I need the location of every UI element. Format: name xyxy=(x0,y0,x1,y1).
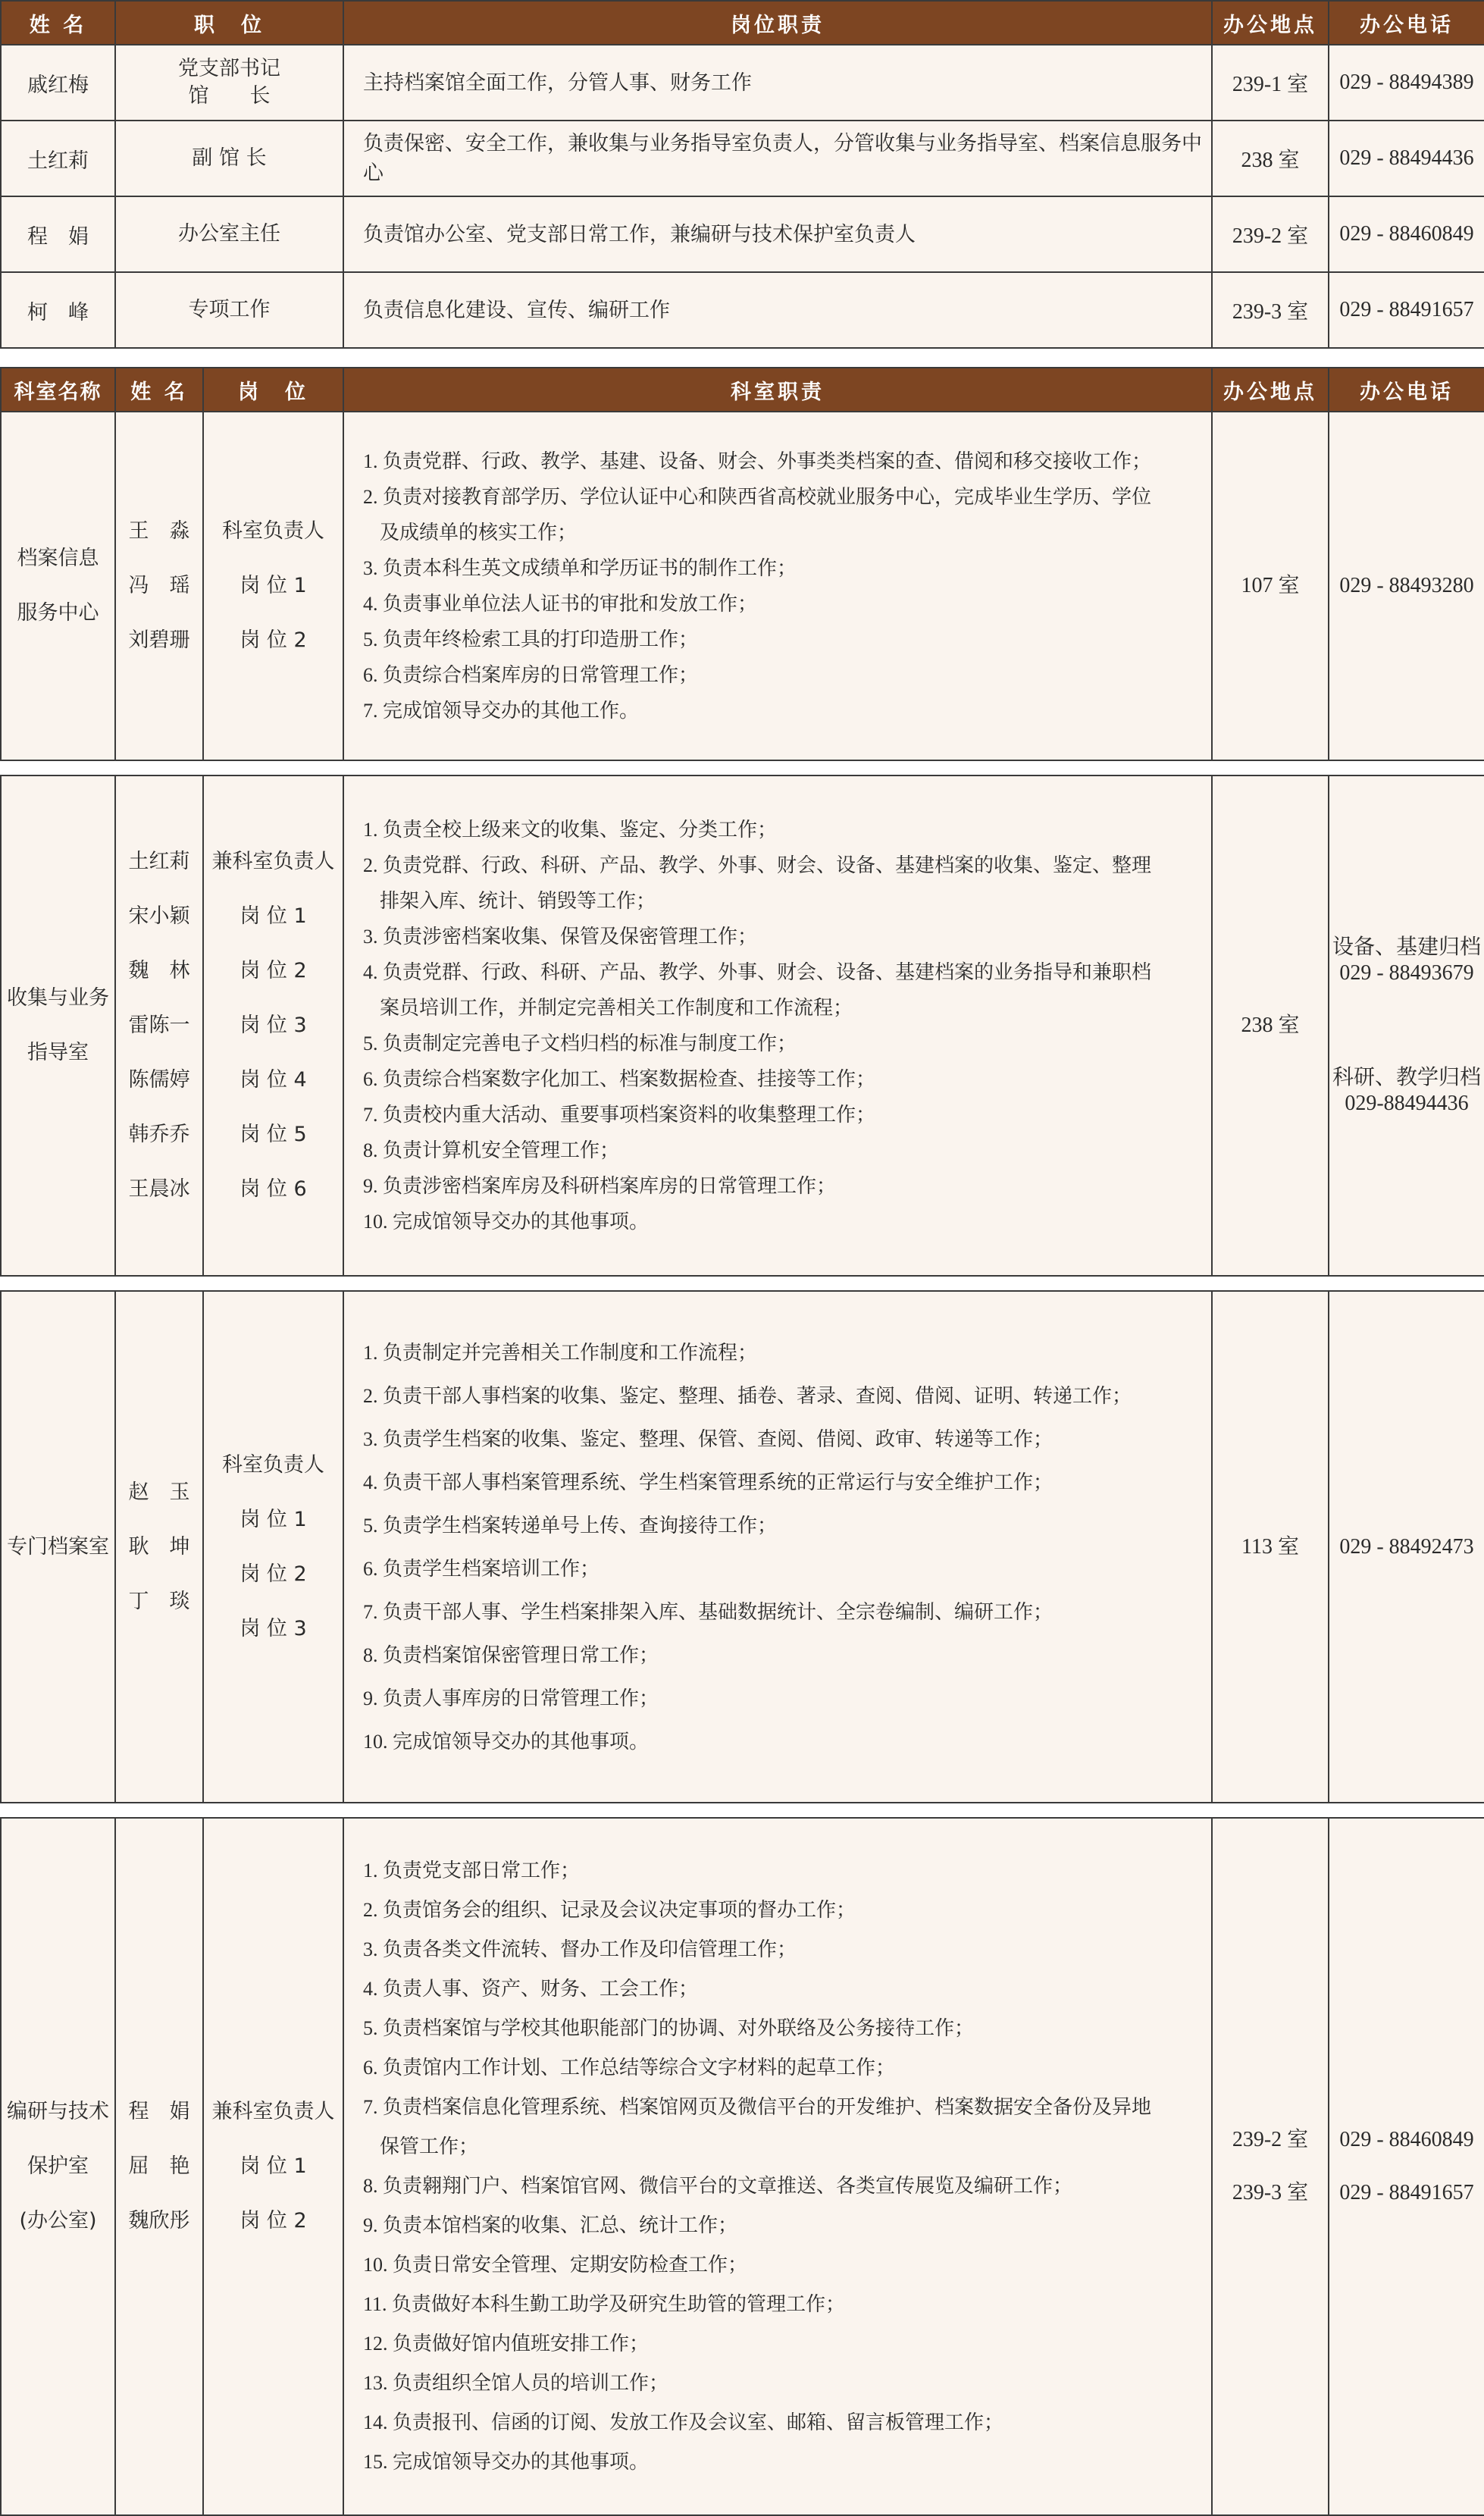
duty-text: 5. 负责学生档案转递单号上传、查询接待工作； xyxy=(363,1514,778,1537)
department-duties xyxy=(343,1291,1212,1803)
duty-item xyxy=(363,1720,1204,1763)
duty-text: 7. 完成馆领导交办的其他工作。 xyxy=(363,700,640,722)
duty-text: 2. 负责馆务会的组织、记录及会议决定事项的督办工作； xyxy=(363,1899,856,1921)
header-duty: 岗位职责 xyxy=(343,1,1212,45)
staff-post: 兼科室负责人 xyxy=(211,2100,335,2123)
header-phone: 办公电话 xyxy=(1329,368,1484,412)
duty-text: 9. 负责本馆档案的收集、汇总、统计工作； xyxy=(363,2214,738,2236)
duty-item xyxy=(363,1461,1204,1504)
header-post: 岗 位 xyxy=(203,368,343,412)
staff-post: 岗 位 1 xyxy=(240,904,307,928)
duty-item xyxy=(363,1677,1204,1720)
staff-names xyxy=(115,775,203,1276)
duty-text: 4. 负责人事、资产、财务、工会工作； xyxy=(363,1978,699,2000)
duty-text: 3. 负责涉密档案收集、保管及保密管理工作； xyxy=(363,926,758,948)
staff-post: 科室负责人 xyxy=(222,519,324,543)
staff-post: 岗 位 1 xyxy=(240,2154,307,2178)
staff-name: 冯 瑶 xyxy=(128,574,190,597)
duty-text: 10. 负责日常安全管理、定期安防检查工作； xyxy=(363,2254,748,2276)
duty-text: 15. 完成馆领导交办的其他事项。 xyxy=(363,2451,650,2473)
duty-item xyxy=(363,586,1204,622)
duty-text: 4. 负责党群、行政、科研、产品、教学、外事、财会、设备、基建档案的业务指导和兼职档 xyxy=(363,961,1152,983)
header-name: 姓 名 xyxy=(115,368,203,412)
header-office: 办公地点 xyxy=(1212,368,1329,412)
staff-names xyxy=(115,1291,203,1803)
department-name xyxy=(1,775,115,1276)
office-room: 239-2 室 xyxy=(1232,2128,1309,2151)
duty-item xyxy=(363,1204,1204,1239)
duty-item xyxy=(363,1418,1204,1461)
staff-name: 王 淼 xyxy=(128,519,190,543)
duty-item xyxy=(363,693,1204,728)
duty-item xyxy=(363,1634,1204,1677)
duty-text: 4. 负责干部人事档案管理系统、学生档案管理系统的正常运行与安全维护工作； xyxy=(363,1471,1054,1493)
staff-name: 耿 坤 xyxy=(128,1534,190,1559)
duty-text: 5. 负责制定完善电子文档归档的标准与制度工作； xyxy=(363,1032,797,1054)
office-room: 107 室 xyxy=(1241,574,1300,597)
department-name-line: 编研与技术 xyxy=(7,2100,109,2123)
department-name-line: 服务中心 xyxy=(17,601,99,625)
table-gap xyxy=(1,760,1484,775)
staff-name: 屈 艳 xyxy=(128,2154,190,2178)
duty-text: 8. 负责翱翔门户、档案馆官网、微信平台的文章推送、各类宣传展览及编研工作； xyxy=(363,2175,1073,2197)
duty-item xyxy=(363,848,1204,919)
department-phone xyxy=(1329,1291,1484,1803)
phone-line: 科研、教学归档 xyxy=(1332,1066,1481,1089)
duty-item xyxy=(363,1891,1204,1930)
duty-text: 6. 负责学生档案培训工作； xyxy=(363,1557,600,1580)
staff-post: 岗 位 5 xyxy=(240,1123,307,1146)
staff-name: 魏欣彤 xyxy=(128,2209,190,2232)
position-line: 办公室主任 xyxy=(178,222,280,246)
department-name-line: 指导室 xyxy=(27,1041,89,1064)
duty-item xyxy=(363,1133,1204,1168)
duty-item xyxy=(363,479,1204,550)
staff-posts xyxy=(203,775,343,1276)
duty-text: 8. 负责档案馆保密管理日常工作； xyxy=(363,1643,659,1666)
staff-posts xyxy=(203,1291,343,1803)
leader-office: 238 室 xyxy=(1212,121,1329,196)
department-office xyxy=(1212,412,1329,760)
staff-posts xyxy=(203,412,343,760)
staff-name: 刘碧珊 xyxy=(128,628,190,652)
header-dept-name: 科室名称 xyxy=(1,368,115,412)
duty-item xyxy=(363,657,1204,693)
position-line: 副 馆 长 xyxy=(192,146,267,170)
position-line: 专项工作 xyxy=(188,298,271,321)
duty-text: 3. 负责本科生英文成绩单和学历证书的制作工作； xyxy=(363,557,797,579)
header-dept-duty: 科室职责 xyxy=(343,368,1212,412)
leader-duty: 主持档案馆全面工作，分管人事、财务工作 xyxy=(343,45,1212,121)
gap-cell xyxy=(1,760,1484,775)
duty-item xyxy=(363,919,1204,954)
duty-item xyxy=(363,1930,1204,1969)
leader-phone: 029 - 88494436 xyxy=(1329,121,1484,196)
leader-row xyxy=(1,196,1484,272)
duty-item xyxy=(363,1590,1204,1634)
header-position: 职 位 xyxy=(115,1,343,45)
leader-name: 柯 峰 xyxy=(1,272,115,348)
duty-text: 10. 完成馆领导交办的其他事项。 xyxy=(363,1211,650,1233)
duty-item xyxy=(363,2009,1204,2048)
department-row xyxy=(1,1818,1484,2515)
table-gap xyxy=(1,1803,1484,1818)
duty-item xyxy=(363,1061,1204,1097)
duty-text: 2. 负责干部人事档案的收集、鉴定、整理、插卷、著录、查阅、借阅、证明、转递工作； xyxy=(363,1384,1132,1407)
leader-duty: 负责馆办公室、党支部日常工作，兼编研与技术保护室负责人 xyxy=(343,196,1212,272)
leader-position xyxy=(115,45,343,121)
duty-text: 6. 负责馆内工作计划、工作总结等综合文字材料的起草工作； xyxy=(363,2057,896,2079)
duty-text: 1. 负责全校上级来文的收集、鉴定、分类工作； xyxy=(363,819,778,841)
duty-item xyxy=(363,2403,1204,2442)
staff-post: 科室负责人 xyxy=(222,1452,324,1477)
duty-item xyxy=(363,1969,1204,2009)
staff-post: 岗 位 2 xyxy=(240,628,307,652)
department-office xyxy=(1212,1818,1329,2515)
staff-post: 岗 位 2 xyxy=(240,1562,307,1586)
department-duties xyxy=(343,412,1212,760)
staff-post: 岗 位 2 xyxy=(240,2209,307,2232)
leader-row xyxy=(1,272,1484,348)
leader-name: 程 娟 xyxy=(1,196,115,272)
staff-post: 岗 位 1 xyxy=(240,574,307,597)
duty-text: 5. 负责年终检索工具的打印造册工作； xyxy=(363,628,699,650)
staff-post: 岗 位 4 xyxy=(240,1068,307,1092)
header-office: 办公地点 xyxy=(1212,1,1329,45)
staff-post: 岗 位 6 xyxy=(240,1177,307,1201)
department-phone xyxy=(1329,1818,1484,2515)
phone-line: 029 - 88493679 xyxy=(1339,961,1474,985)
department-name-line: 保护室 xyxy=(27,2154,89,2178)
phone-line: 029 - 88492473 xyxy=(1339,1534,1474,1559)
duty-item xyxy=(363,622,1204,657)
duty-item xyxy=(363,2245,1204,2285)
duty-text: 2. 负责对接教育部学历、学位认证中心和陕西省高校就业服务中心，完成毕业生学历、学位 xyxy=(363,486,1152,508)
phone-line: 029 - 88460849 xyxy=(1339,2128,1474,2151)
leader-row xyxy=(1,45,1484,121)
staff-post: 岗 位 3 xyxy=(240,1616,307,1640)
staff-name: 王晨冰 xyxy=(128,1177,190,1201)
phone-line: 029 - 88493280 xyxy=(1339,574,1474,597)
leader-phone: 029 - 88491657 xyxy=(1329,272,1484,348)
staff-name: 土红莉 xyxy=(128,850,190,873)
phone-line: 029 - 88491657 xyxy=(1339,2181,1474,2204)
office-room: 238 室 xyxy=(1241,1014,1300,1037)
department-row xyxy=(1,1291,1484,1803)
phone-line: 029-88494436 xyxy=(1345,1092,1469,1115)
duty-item xyxy=(363,1331,1204,1374)
duty-item xyxy=(363,443,1204,479)
duty-text: 9. 负责涉密档案库房及科研档案库房的日常管理工作； xyxy=(363,1175,837,1197)
staff-name: 程 娟 xyxy=(128,2100,190,2123)
department-duties xyxy=(343,775,1212,1276)
duty-text: 4. 负责事业单位法人证书的审批和发放工作； xyxy=(363,593,758,615)
duty-item xyxy=(363,1504,1204,1547)
leader-name: 土红莉 xyxy=(1,121,115,196)
staff-post: 岗 位 2 xyxy=(240,959,307,982)
duty-text: 12. 负责做好馆内值班安排工作； xyxy=(363,2333,650,2355)
staff-name: 韩乔乔 xyxy=(128,1123,190,1146)
department-duties xyxy=(343,1818,1212,2515)
duty-text-continued: 保管工作； xyxy=(380,2135,479,2157)
duty-text: 3. 负责学生档案的收集、鉴定、整理、保管、查阅、借阅、政审、转递等工作； xyxy=(363,1427,1054,1450)
duty-text-continued: 案员培训工作，并制定完善相关工作制度和工作流程； xyxy=(380,997,853,1019)
duty-text: 14. 负责报刊、信函的订阅、发放工作及会议室、邮箱、留言板管理工作； xyxy=(363,2411,1004,2433)
duty-text: 2. 负责党群、行政、科研、产品、教学、外事、财会、设备、基建档案的收集、鉴定、整理 xyxy=(363,854,1152,876)
duty-text: 1. 负责制定并完善相关工作制度和工作流程； xyxy=(363,1341,758,1364)
department-name xyxy=(1,1291,115,1803)
office-room: 239-3 室 xyxy=(1232,2181,1309,2204)
duty-item xyxy=(363,2048,1204,2088)
department-name xyxy=(1,412,115,760)
leader-duty: 负责信息化建设、宣传、编研工作 xyxy=(343,272,1212,348)
leadership-header-row xyxy=(1,1,1484,45)
duty-text: 1. 负责党群、行政、教学、基建、设备、财会、外事类类档案的查、借阅和移交接收工作； xyxy=(363,450,1152,472)
department-row xyxy=(1,775,1484,1276)
duty-text: 7. 负责校内重大活动、重要事项档案资料的收集整理工作； xyxy=(363,1104,876,1126)
duty-item xyxy=(363,1547,1204,1590)
department-name xyxy=(1,1818,115,2515)
department-row xyxy=(1,412,1484,760)
leader-name: 戚红梅 xyxy=(1,45,115,121)
staff-post: 岗 位 1 xyxy=(240,1507,307,1531)
table-gap xyxy=(1,1276,1484,1291)
staff-name: 丁 琰 xyxy=(128,1589,190,1613)
duty-text: 6. 负责综合档案库房的日常管理工作； xyxy=(363,664,699,686)
leader-row xyxy=(1,121,1484,196)
leader-phone: 029 - 88494389 xyxy=(1329,45,1484,121)
leader-position xyxy=(115,196,343,272)
department-header-row xyxy=(1,368,1484,412)
duty-item xyxy=(363,1168,1204,1204)
department-office xyxy=(1212,1291,1329,1803)
duty-item xyxy=(363,1026,1204,1061)
staff-name: 魏 林 xyxy=(128,959,190,982)
department-name-line: 专门档案室 xyxy=(7,1534,109,1559)
duty-item xyxy=(363,2167,1204,2206)
duty-text: 11. 负责做好本科生勤工助学及研究生助管的管理工作； xyxy=(363,2293,846,2315)
department-name-line: 收集与业务 xyxy=(7,986,109,1010)
duty-text: 5. 负责档案馆与学校其他职能部门的协调、对外联络及公务接待工作； xyxy=(363,2017,975,2039)
staff-name: 雷陈一 xyxy=(128,1014,190,1037)
department-phone xyxy=(1329,775,1484,1276)
leader-office: 239-1 室 xyxy=(1212,45,1329,121)
duty-text-continued: 及成绩单的核实工作； xyxy=(380,522,578,544)
staff-post: 岗 位 3 xyxy=(240,1014,307,1037)
duty-item xyxy=(363,2088,1204,2167)
position-line: 党支部书记 xyxy=(178,57,280,80)
department-name-line: (办公室) xyxy=(19,2209,97,2232)
duty-text: 9. 负责人事库房的日常管理工作； xyxy=(363,1687,659,1709)
position-line: 馆 长 xyxy=(188,84,271,108)
leader-duty: 负责保密、安全工作，兼收集与业务指导室负责人，分管收集与业务指导室、档案信息服务中心 xyxy=(343,121,1212,196)
duty-item xyxy=(363,2442,1204,2482)
duty-text: 3. 负责各类文件流转、督办工作及印信管理工作； xyxy=(363,1938,797,1960)
duty-item xyxy=(363,812,1204,848)
staff-post: 兼科室负责人 xyxy=(211,850,335,873)
duty-text: 8. 负责计算机安全管理工作； xyxy=(363,1139,620,1161)
duty-text: 6. 负责综合档案数字化加工、档案数据检查、挂接等工作； xyxy=(363,1068,876,1090)
duty-text: 13. 负责组织全馆人员的培训工作； xyxy=(363,2372,669,2394)
duty-item xyxy=(363,550,1204,586)
staff-names xyxy=(115,1818,203,2515)
leader-position xyxy=(115,121,343,196)
duty-item xyxy=(363,1097,1204,1133)
staff-posts xyxy=(203,1818,343,2515)
duty-item xyxy=(363,1851,1204,1891)
leadership-table xyxy=(0,0,1484,349)
duty-text-continued: 排架入库、统计、销毁等工作； xyxy=(380,890,656,912)
office-room: 113 室 xyxy=(1241,1534,1299,1559)
department-phone xyxy=(1329,412,1484,760)
staff-names xyxy=(115,412,203,760)
duty-item xyxy=(363,1374,1204,1418)
duty-text: 7. 负责档案信息化管理系统、档案馆网页及微信平台的开发维护、档案数据安全备份及异地 xyxy=(363,2096,1152,2118)
leader-position xyxy=(115,272,343,348)
duty-text: 10. 完成馆领导交办的其他事项。 xyxy=(363,1730,650,1753)
department-name-line: 档案信息 xyxy=(17,547,99,570)
phone-line: 设备、基建归档 xyxy=(1332,935,1481,959)
duty-item xyxy=(363,2285,1204,2324)
department-table xyxy=(0,367,1484,2516)
leader-phone: 029 - 88460849 xyxy=(1329,196,1484,272)
staff-name: 宋小颖 xyxy=(128,904,190,928)
header-phone: 办公电话 xyxy=(1329,1,1484,45)
gap-cell xyxy=(1,1803,1484,1818)
duty-item xyxy=(363,2324,1204,2364)
leader-office: 239-2 室 xyxy=(1212,196,1329,272)
department-office xyxy=(1212,775,1329,1276)
duty-item xyxy=(363,2206,1204,2245)
duty-item xyxy=(363,954,1204,1026)
leader-office: 239-3 室 xyxy=(1212,272,1329,348)
gap-cell xyxy=(1,1276,1484,1291)
staff-name: 赵 玉 xyxy=(128,1480,190,1504)
duty-text: 7. 负责干部人事、学生档案排架入库、基础数据统计、全宗卷编制、编研工作； xyxy=(363,1600,1054,1623)
staff-name: 陈儒婷 xyxy=(128,1068,190,1092)
duty-text: 1. 负责党支部日常工作； xyxy=(363,1860,581,1882)
duty-item xyxy=(363,2364,1204,2403)
header-name: 姓 名 xyxy=(1,1,115,45)
